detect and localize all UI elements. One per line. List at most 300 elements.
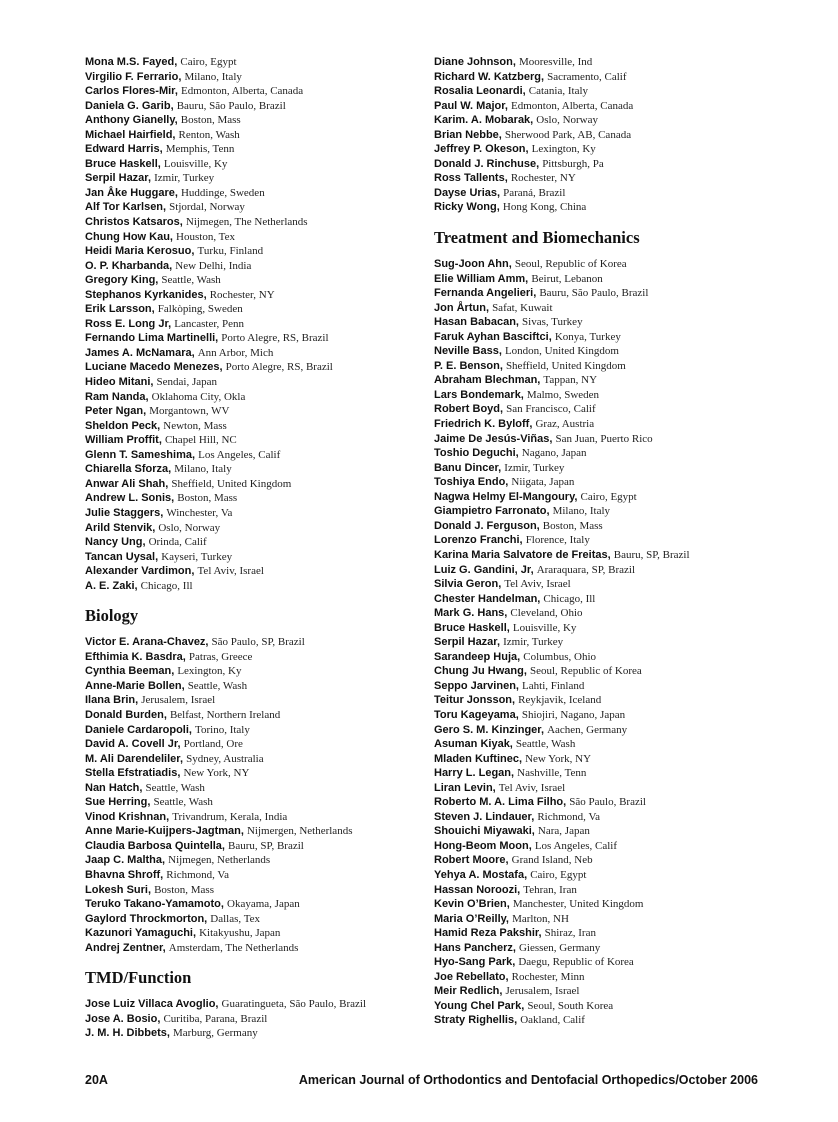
reviewer-entry [85, 433, 433, 448]
reviewer-location: Portland, Ore [183, 738, 243, 751]
reviewer-entry [434, 723, 774, 738]
reviewer-entry [85, 230, 433, 245]
reviewer-name: Kevin O’Brien, [434, 898, 513, 911]
reviewer-location: Nara, Japan [537, 825, 590, 838]
reviewer-location: Sendai, Japan [156, 376, 217, 389]
reviewer-location: Kayseri, Turkey [161, 550, 233, 563]
reviewer-location: Sivas, Turkey [522, 316, 583, 329]
reviewer-name: Peter Ngan, [85, 405, 150, 418]
reviewer-location: Tappan, NY [543, 374, 598, 387]
reviewer-name: Karim. A. Mobarak, [434, 114, 537, 127]
reviewer-location: Izmir, Turkey [154, 172, 215, 185]
reviewer-entry [434, 781, 774, 796]
reviewer-location: Nagano, Japan [521, 447, 587, 460]
reviewer-entry [85, 302, 433, 317]
reviewer-entry [85, 1026, 433, 1041]
reviewer-name: Jose Luiz Villaca Avoglio, [85, 998, 222, 1011]
reviewer-entry [85, 897, 433, 912]
reviewer-name: Liran Levin, [434, 781, 499, 794]
reviewer-name: Toru Kageyama, [434, 708, 522, 721]
reviewer-location: Nijmegen, The Netherlands [185, 216, 308, 229]
reviewer-entry [85, 550, 433, 565]
reviewer-name: M. Ali Darendeliler, [85, 752, 187, 765]
reviewer-name: Mark G. Hans, [434, 607, 511, 620]
reviewer-entry [85, 579, 433, 594]
reviewer-location: Louisville, Ky [512, 621, 577, 634]
reviewer-location: Milano, Italy [552, 505, 611, 518]
reviewer-location: Cairo, Egypt [180, 56, 237, 68]
reviewer-entry [434, 563, 774, 578]
reviewer-name: Brian Nebbe, [434, 128, 505, 141]
reviewer-location: Sheffield, United Kingdom [505, 359, 626, 372]
reviewer-entry [434, 84, 774, 99]
reviewer-location: Los Angeles, Calif [534, 839, 618, 852]
reviewer-name: Edward Harris, [85, 143, 166, 156]
reviewer-entry [85, 535, 433, 550]
reviewer-name: Ross Tallents, [434, 172, 511, 185]
reviewer-name: Stella Efstratiadis, [85, 767, 184, 780]
reviewer-location: Seoul, Republic of Korea [514, 258, 627, 271]
reviewer-location: Tel Aviv, Israel [504, 578, 571, 591]
reviewer-name: Chung Ju Hwang, [434, 665, 530, 678]
reviewer-name: Jon Årtun, [434, 301, 493, 314]
reviewer-entry [434, 402, 774, 417]
reviewer-location: Lexington, Ky [531, 143, 596, 156]
reviewer-name: Donald J. Ferguson, [434, 519, 543, 532]
reviewer-location: Belfast, Northern Ireland [169, 708, 281, 721]
reviewer-location: Renton, Wash [178, 128, 240, 141]
reviewer-entry [85, 1012, 433, 1027]
reviewer-name: Anne-Marie Bollen, [85, 679, 188, 692]
reviewer-name: Gregory King, [85, 274, 162, 287]
reviewer-entry [85, 853, 433, 868]
reviewer-location: Stjordal, Norway [169, 201, 245, 214]
reviewer-name: Young Chel Park, [434, 999, 528, 1012]
reviewer-location: Rochester, NY [510, 172, 576, 185]
reviewer-entry [434, 606, 774, 621]
reviewer-entry [85, 708, 433, 723]
reviewer-name: Lokesh Suri, [85, 883, 155, 896]
reviewer-name: Hassan Noroozi, [434, 883, 524, 896]
reviewer-name: Nagwa Helmy El-Mangoury, [434, 490, 581, 503]
reviewer-entry [434, 330, 774, 345]
reviewer-name: Hideo Mitani, [85, 376, 157, 389]
reviewer-location: Konya, Turkey [554, 330, 621, 343]
reviewer-location: New Delhi, India [175, 259, 252, 272]
reviewer-name: Sheldon Peck, [85, 419, 164, 432]
reviewer-name: Bruce Haskell, [434, 621, 513, 634]
reviewer-location: New York, NY [525, 752, 592, 765]
reviewer-entry [85, 157, 433, 172]
reviewer-location: Bauru, SP, Brazil [228, 839, 304, 852]
reviewer-location: Turku, Finland [197, 245, 264, 258]
reviewer-name: Erik Larsson, [85, 303, 158, 316]
reviewer-name: Stephanos Kyrkanides, [85, 288, 210, 301]
reviewer-name: Hamid Reza Pakshir, [434, 927, 545, 940]
reviewer-name: Arild Stenvik, [85, 521, 159, 534]
reviewer-entry [434, 186, 774, 201]
reviewer-name: Jaap C. Maltha, [85, 854, 169, 867]
reviewer-name: Daniela G. Garib, [85, 99, 177, 112]
reviewer-location: Mooresville, Ind [518, 56, 593, 68]
reviewer-entry [85, 912, 433, 927]
reviewer-entry [434, 577, 774, 592]
reviewer-location: Marburg, Germany [173, 1027, 258, 1040]
reviewer-entry [85, 521, 433, 536]
reviewer-name: O. P. Kharbanda, [85, 259, 176, 272]
reviewer-name: Lars Bondemark, [434, 388, 527, 401]
reviewer-entry [434, 519, 774, 534]
reviewer-entry [85, 664, 433, 679]
reviewer-name: Toshiya Endo, [434, 476, 512, 489]
reviewer-name: Fernando Lima Martinelli, [85, 332, 222, 345]
reviewer-location: Newton, Mass [163, 419, 227, 432]
reviewer-entry [434, 941, 774, 956]
reviewer-location: Boston, Mass [177, 492, 238, 505]
reviewer-location: Paraná, Brazil [503, 186, 566, 199]
reviewer-entry [434, 926, 774, 941]
reviewer-location: Shiojiri, Nagano, Japan [521, 708, 626, 721]
reviewer-location: Edmonton, Alberta, Canada [511, 99, 634, 112]
reviewer-entry [85, 331, 433, 346]
reviewer-entry [434, 257, 774, 272]
reviewer-location: Izmir, Turkey [504, 461, 565, 474]
reviewer-entry [85, 142, 433, 157]
section-header: TMD/Function [85, 968, 192, 988]
reviewer-location: Beirut, Lebanon [531, 272, 603, 285]
reviewer-name: Rosalia Leonardi, [434, 85, 529, 98]
reviewer-location: Manchester, United Kingdom [512, 898, 644, 911]
reviewer-name: Anthony Gianelly, [85, 114, 181, 127]
reviewer-entry [434, 592, 774, 607]
reviewer-name: Donald Burden, [85, 708, 170, 721]
reviewer-name: J. M. H. Dibbets, [85, 1027, 174, 1040]
reviewer-location: Sacramento, Calif [547, 70, 627, 83]
reviewer-name: Karina Maria Salvatore de Freitas, [434, 548, 614, 561]
reviewer-name: Jaime De Jesús-Viñas, [434, 432, 556, 445]
reviewer-name: Gaylord Throckmorton, [85, 912, 211, 925]
reviewer-entry [434, 955, 774, 970]
reviewer-location: Dallas, Tex [210, 912, 261, 925]
reviewer-entry [85, 215, 433, 230]
reviewer-entry [434, 286, 774, 301]
reviewer-entry [434, 621, 774, 636]
reviewer-location: Porto Alegre, RS, Brazil [221, 332, 329, 345]
reviewer-entry [434, 883, 774, 898]
reviewer-location: Patras, Greece [188, 650, 253, 663]
reviewer-name: Meir Redlich, [434, 985, 506, 998]
reviewer-location: Seattle, Wash [161, 274, 221, 287]
reviewer-name: Chiarella Sforza, [85, 463, 175, 476]
reviewer-location: Boston, Mass [542, 519, 603, 532]
reviewer-location: Marlton, NH [512, 912, 569, 925]
reviewer-location: Lancaster, Penn [174, 317, 245, 330]
reviewer-name: Ram Nanda, [85, 390, 152, 403]
reviewer-entry [434, 55, 774, 70]
reviewer-location: Seattle, Wash [145, 781, 205, 794]
reviewer-location: Richmond, Va [166, 868, 230, 881]
reviewer-location: Louisville, Ky [163, 157, 228, 170]
reviewer-entry [434, 142, 774, 157]
reviewer-location: Houston, Tex [176, 230, 235, 243]
reviewer-location: Tel Aviv, Israel [197, 565, 264, 578]
reviewer-entry [434, 171, 774, 186]
reviewer-entry [85, 883, 433, 898]
reviewer-entry [85, 419, 433, 434]
reviewer-name: Mladen Kuftinec, [434, 752, 526, 765]
reviewer-name: Joe Rebellato, [434, 970, 512, 983]
reviewer-location: Trivandrum, Kerala, India [172, 810, 288, 823]
reviewer-location: Huddinge, Sweden [180, 186, 265, 199]
reviewer-location: San Francisco, Calif [506, 403, 596, 416]
reviewer-name: Teitur Jonsson, [434, 694, 519, 707]
reviewer-name: Claudia Barbosa Quintella, [85, 839, 229, 852]
reviewer-location: Seattle, Wash [187, 679, 248, 692]
reviewer-location: Milano, Italy [184, 70, 242, 83]
reviewer-entry [85, 679, 433, 694]
reviewer-name: Andrej Zentner, [85, 941, 169, 954]
reviewer-entry [85, 868, 433, 883]
reviewer-entry [434, 752, 774, 767]
reviewer-location: Sydney, Australia [186, 752, 264, 765]
reviewer-entry [85, 926, 433, 941]
reviewer-location: Falkòping, Sweden [157, 303, 243, 316]
reviewer-entry [85, 113, 433, 128]
reviewer-entry [434, 373, 774, 388]
reviewer-name: Vinod Krishnan, [85, 810, 173, 823]
reviewer-location: Grand Island, Neb [511, 854, 593, 867]
reviewer-entry [85, 506, 433, 521]
reviewer-location: Pittsburgh, Pa [542, 157, 604, 170]
reviewer-entry [85, 824, 433, 839]
reviewer-entry [434, 446, 774, 461]
reviewer-location: Seoul, Republic of Korea [529, 665, 642, 678]
reviewer-name: Faruk Ayhan Basciftci, [434, 330, 555, 343]
reviewer-entry [434, 344, 774, 359]
reviewer-name: Maria O’Reilly, [434, 912, 513, 925]
reviewer-name: Shouichi Miyawaki, [434, 825, 538, 838]
reviewer-name: Daniele Cardaropoli, [85, 723, 196, 736]
reviewer-location: Porto Alegre, RS, Brazil [225, 361, 333, 374]
reviewer-location: Boston, Mass [154, 883, 214, 896]
reviewer-name: Hans Pancherz, [434, 941, 519, 954]
reviewer-entry [434, 766, 774, 781]
reviewer-name: Luciane Macedo Menezes, [85, 361, 226, 374]
reviewer-name: Mona M.S. Fayed, [85, 56, 181, 68]
reviewer-entry [434, 533, 774, 548]
reviewer-name: Sue Herring, [85, 796, 154, 809]
reviewer-location: Chapel Hill, NC [164, 434, 237, 447]
reviewer-name: Fernanda Angelieri, [434, 287, 540, 300]
reviewer-entry [85, 390, 433, 405]
reviewer-name: Alf Tor Karlsen, [85, 201, 170, 214]
reviewer-name: Elie William Amm, [434, 272, 532, 285]
reviewer-name: Chester Handelman, [434, 592, 544, 605]
reviewer-entry [434, 810, 774, 825]
reviewer-location: Aachen, Germany [547, 723, 628, 736]
reviewer-entry [434, 679, 774, 694]
reviewer-entry [434, 128, 774, 143]
reviewer-entry [85, 491, 433, 506]
reviewer-location: Seoul, South Korea [527, 999, 614, 1012]
reviewer-location: Sherwood Park, AB, Canada [504, 128, 632, 141]
reviewer-location: São Paulo, SP, Brazil [211, 636, 305, 649]
reviewer-name: Hasan Babacan, [434, 316, 523, 329]
reviewer-entry [434, 737, 774, 752]
reviewer-entry [434, 912, 774, 927]
reviewer-name: Efthimia K. Basdra, [85, 650, 189, 663]
reviewer-location: London, United Kingdom [504, 345, 619, 358]
reviewer-name: Straty Righellis, [434, 1014, 521, 1027]
reviewer-location: Bauru, São Paulo, Brazil [176, 99, 286, 112]
reviewer-name: Silvia Geron, [434, 578, 505, 591]
reviewer-location: Malmo, Sweden [526, 388, 600, 401]
reviewer-entry [434, 461, 774, 476]
reviewer-name: Serpil Hazar, [85, 172, 155, 185]
reviewer-name: Ilana Brin, [85, 694, 142, 707]
reviewer-location: São Paulo, Brazil [569, 796, 646, 809]
reviewer-entry [85, 650, 433, 665]
reviewer-name: David A. Covell Jr, [85, 738, 184, 751]
reviewer-entry [434, 359, 774, 374]
reviewer-entry [85, 941, 433, 956]
reviewer-location: Richmond, Va [537, 810, 601, 823]
reviewer-entry [85, 84, 433, 99]
reviewer-name: Donald J. Rinchuse, [434, 157, 543, 170]
reviewer-entry [434, 157, 774, 172]
reviewer-location: Chicago, Ill [543, 592, 596, 605]
reviewer-entry [434, 839, 774, 854]
reviewer-location: Curitiba, Parana, Brazil [163, 1012, 268, 1025]
reviewer-name: Diane Johnson, [434, 56, 519, 68]
reviewer-entry [434, 853, 774, 868]
reviewer-entry [434, 897, 774, 912]
reviewer-location: Okayama, Japan [227, 898, 300, 911]
reviewer-location: Araraquara, SP, Brazil [536, 563, 636, 576]
reviewer-name: Alexander Vardimon, [85, 565, 198, 578]
reviewer-name: Virgilio F. Ferrario, [85, 70, 185, 83]
reviewer-entry [85, 171, 433, 186]
reviewer-name: Harry L. Legan, [434, 767, 518, 780]
reviewer-name: Steven J. Lindauer, [434, 810, 538, 823]
reviewer-location: San Juan, Puerto Rico [555, 432, 653, 445]
reviewer-location: Cleveland, Ohio [510, 607, 583, 620]
reviewer-name: Serpil Hazar, [434, 636, 504, 649]
reviewer-location: Izmir, Turkey [503, 636, 564, 649]
reviewer-location: Winchester, Va [166, 506, 233, 519]
reviewer-entry [434, 650, 774, 665]
reviewer-name: Christos Katsaros, [85, 216, 186, 229]
reviewer-location: Giessen, Germany [518, 941, 601, 954]
reviewer-entry [434, 417, 774, 432]
reviewer-location: Nijmergen, Netherlands [246, 825, 353, 838]
reviewer-location: Edmonton, Alberta, Canada [180, 85, 304, 98]
reviewer-location: Graz, Austria [535, 418, 595, 431]
reviewer-location: Rochester, Minn [511, 970, 585, 983]
reviewer-location: Memphis, Tenn [165, 143, 235, 156]
reviewer-name: Andrew L. Sonis, [85, 492, 178, 505]
reviewer-name: Roberto M. A. Lima Filho, [434, 796, 570, 809]
reviewer-entry [85, 810, 433, 825]
reviewer-location: Milano, Italy [174, 463, 232, 476]
reviewer-name: Bhavna Shroff, [85, 868, 167, 881]
reviewer-entry [434, 113, 774, 128]
reviewer-name: A. E. Zaki, [85, 579, 141, 592]
reviewer-location: Amsterdam, The Netherlands [168, 941, 299, 954]
reviewer-name: Hyo-Sang Park, [434, 956, 519, 969]
reviewer-entry [85, 693, 433, 708]
reviewer-entry [434, 970, 774, 985]
reviewer-name: Sug-Joon Ahn, [434, 258, 515, 271]
reviewer-name: Victor E. Arana-Chavez, [85, 636, 212, 649]
reviewer-entry [434, 432, 774, 447]
reviewer-name: Toshio Deguchi, [434, 447, 522, 460]
reviewer-location: Catania, Italy [528, 85, 589, 98]
reviewer-name: Robert Boyd, [434, 403, 507, 416]
reviewer-location: Boston, Mass [180, 114, 241, 127]
reviewer-entry [85, 752, 433, 767]
reviewer-name: Seppo Jarvinen, [434, 679, 523, 692]
reviewer-location: Seattle, Wash [515, 738, 576, 751]
section-header: Biology [85, 606, 139, 626]
reviewer-name: Teruko Takano-Yamamoto, [85, 898, 228, 911]
reviewer-entry [85, 737, 433, 752]
reviewer-entry [434, 1013, 774, 1028]
reviewer-location: Rochester, NY [209, 288, 275, 301]
reviewer-entry [434, 868, 774, 883]
reviewer-name: Michael Hairfield, [85, 128, 179, 141]
reviewer-name: Ricky Wong, [434, 201, 503, 214]
reviewer-location: Lahti, Finland [522, 679, 585, 692]
reviewer-entry [85, 273, 433, 288]
reviewer-location: Sheffield, United Kingdom [171, 477, 292, 490]
reviewer-location: Bauru, São Paulo, Brazil [539, 287, 649, 300]
reviewer-location: Jerusalem, Israel [505, 985, 580, 998]
reviewer-location: Cairo, Egypt [530, 868, 587, 881]
reviewer-name: James A. McNamara, [85, 346, 198, 359]
reviewer-name: Yehya A. Mostafa, [434, 868, 531, 881]
reviewer-location: Florence, Italy [525, 534, 590, 547]
reviewer-location: Los Angeles, Calif [198, 448, 281, 461]
reviewer-name: Dayse Urias, [434, 186, 504, 199]
reviewer-entry [85, 186, 433, 201]
reviewer-name: Nancy Ung, [85, 536, 149, 549]
reviewer-entry [434, 70, 774, 85]
reviewer-entry [434, 664, 774, 679]
reviewer-location: Oklahoma City, Okla [151, 390, 246, 403]
reviewer-entry [85, 997, 433, 1012]
reviewer-name: Giampietro Farronato, [434, 505, 553, 518]
reviewer-entry [434, 301, 774, 316]
reviewer-entry [85, 781, 433, 796]
reviewer-entry [85, 723, 433, 738]
reviewer-location: Jerusalem, Israel [141, 694, 216, 707]
reviewer-location: Safat, Kuwait [492, 301, 553, 314]
reviewer-location: Lexington, Ky [177, 665, 242, 678]
reviewer-entry [85, 375, 433, 390]
reviewer-location: Reykjavik, Iceland [518, 694, 602, 707]
reviewer-name: Lorenzo Franchi, [434, 534, 526, 547]
reviewer-name: Anne Marie-Kuijpers-Jagtman, [85, 825, 247, 838]
reviewer-entry [434, 504, 774, 519]
reviewer-name: Glenn T. Sameshima, [85, 448, 199, 461]
reviewer-entry [85, 288, 433, 303]
reviewer-location: Seattle, Wash [153, 796, 213, 809]
reviewer-name: Heidi Maria Kerosuo, [85, 245, 198, 258]
reviewer-location: Hong Kong, China [502, 201, 587, 214]
reviewer-entry [434, 999, 774, 1014]
reviewer-name: Bruce Haskell, [85, 157, 164, 170]
